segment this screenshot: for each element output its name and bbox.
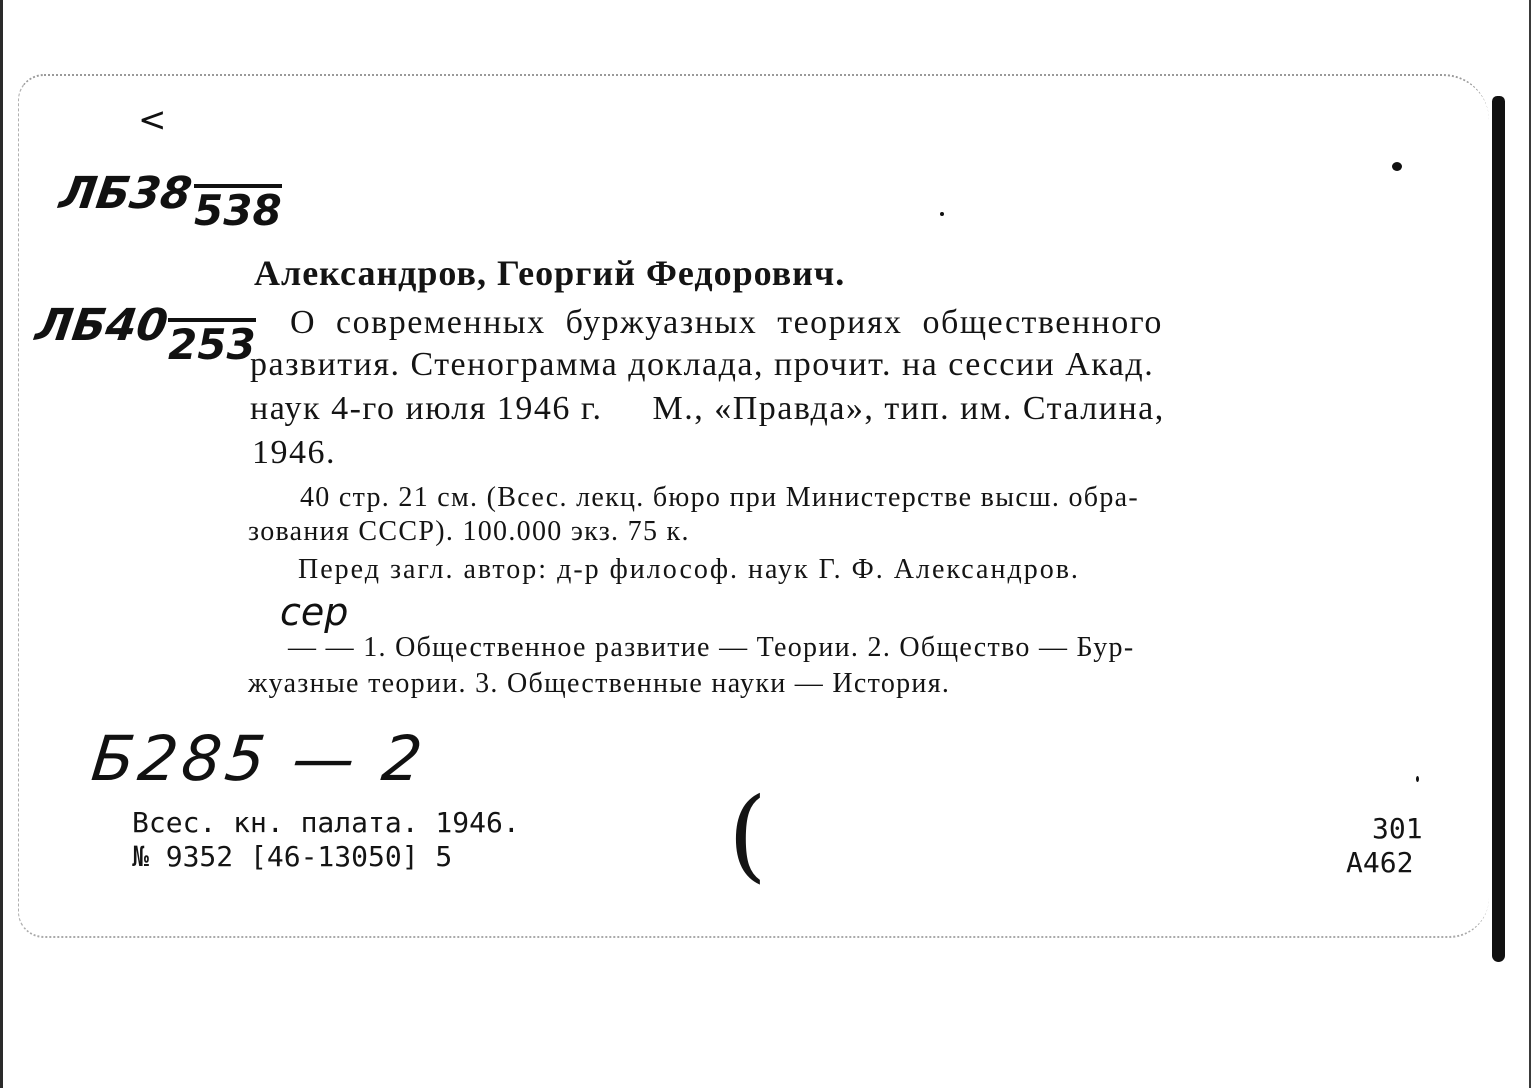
handwritten-top-mark: < <box>138 100 167 140</box>
author-mark: А462 <box>1346 846 1414 879</box>
collation-line-1: 40 стр. 21 см. (Всес. лекц. бюро при Министерстве высш. обра- <box>300 482 1140 513</box>
card-right-edge <box>1492 96 1505 962</box>
scan-edge-right <box>1529 0 1531 1088</box>
book-chamber-line: Всес. кн. палата. 1946. <box>132 806 520 839</box>
title-line-4: 1946. <box>252 434 336 471</box>
handwritten-shelf-code-1: ЛБ38 <box>56 168 195 219</box>
scan-edge-left <box>0 0 3 1088</box>
note-line: Перед загл. автор: д-р философ. наук Г. Ф. Александров. <box>298 554 1080 585</box>
handwritten-shelf-code-2-number <box>168 318 256 368</box>
title-line-3: наук 4-го июля 1946 г. М., «Правда», тип. им. Сталина, <box>250 390 1165 427</box>
handwritten-shelf-code-1-number-text: 538 <box>194 186 282 235</box>
registration-number: № 9352 [46-13050] 5 <box>132 840 453 873</box>
handwritten-shelf-code-2-number-text: 253 <box>168 320 256 369</box>
title-line-2: развития. Стенограмма доклада, прочит. на сессии Акад. <box>250 346 1155 383</box>
scan-speck <box>940 212 944 216</box>
handwritten-subject-note: сер <box>280 590 349 634</box>
subjects-line-1: — — 1. Общественное развитие — Теории. 2. Общество — Бур- <box>288 632 1135 663</box>
handwritten-shelf-code-1-number <box>194 184 282 234</box>
author-heading: Александров, Георгий Федорович. <box>254 253 846 293</box>
title-line-1: О современных буржуазных теориях общественного <box>290 304 1163 341</box>
handwritten-shelf-code-2: ЛБ40 <box>32 300 171 351</box>
scan-speck <box>1416 776 1419 782</box>
handwritten-inventory-code: Б285 — 2 <box>88 722 430 795</box>
bracket-mark: ( <box>728 776 768 893</box>
scan-speck <box>1392 162 1402 171</box>
class-number: 301 <box>1372 812 1423 845</box>
subjects-line-2: жуазные теории. 3. Общественные науки — История. <box>248 668 951 699</box>
collation-line-2: зования СССР). 100.000 экз. 75 к. <box>248 516 690 547</box>
